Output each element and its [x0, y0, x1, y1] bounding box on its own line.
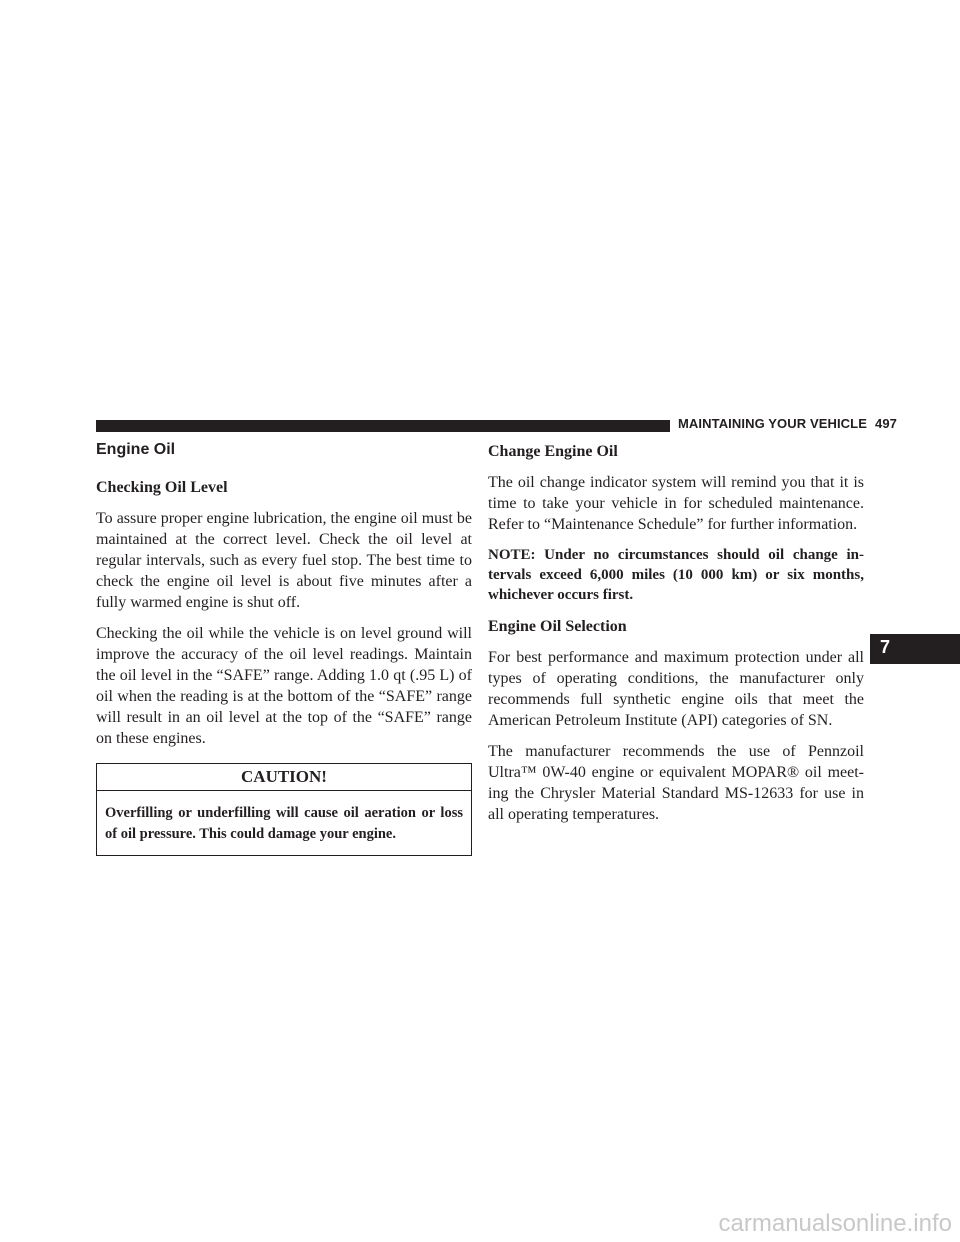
paragraph: The manufacturer recommends the use of Pennzoil Ultra™ 0W-40 engine or equivalent MOPAR® oil meet-ing the Chrysler Material Standard MS-12633 for use in all operating temperatures.: [488, 743, 864, 823]
subhead-checking-oil-level: Checking Oil Level: [96, 479, 228, 496]
paragraph: The oil change indicator system will remind you that it is time to take your vehicle in for scheduled maintenance. Refer to “Maintenance Schedule” for further information.: [488, 474, 864, 533]
section-title: Engine Oil: [96, 441, 176, 458]
header-rule: [96, 420, 670, 432]
right-column: [488, 440, 864, 835]
caution-box: [96, 763, 472, 856]
paragraph: To assure proper engine lubrication, the engine oil must be maintained at the correct level. Check the oil level at regular intervals, such as every fuel stop. The best time to check the engine oil level is about five minutes after a fully warmed engine is shut off.: [96, 510, 472, 611]
chapter-number: 7: [880, 637, 891, 657]
left-column: [96, 440, 472, 856]
paragraph: For best performance and maximum protection under all types of operating conditions, the manufacturer only recommends full synthetic engine oils that meet the American Petroleum Institute (API) categories of SN.: [488, 649, 864, 729]
paragraph: Checking the oil while the vehicle is on level ground will improve the accuracy of the oil level readings. Maintain the oil level in the “SAFE” range. Adding 1.0 qt (.95 L) of oil when the reading is at the bottom of the “SAFE” range will result in an oil level at the top of the “SAFE” range on these engines.: [96, 625, 472, 747]
caution-title: CAUTION!: [97, 764, 471, 791]
running-header: [678, 416, 897, 431]
watermark: carmanualsonline.info: [718, 1210, 952, 1237]
note: NOTE: Under no circumstances should oil change in-tervals exceed 6,000 miles (10 000 km) or six months, whichever occurs first.: [488, 547, 864, 603]
chapter-title: MAINTAINING YOUR VEHICLE: [678, 416, 867, 431]
page-number: 497: [874, 416, 897, 431]
subhead-change-engine-oil: Change Engine Oil: [488, 443, 618, 460]
caution-text: Overfilling or underfilling will cause oil aeration or loss of oil pressure. This could damage your engine.: [105, 805, 463, 842]
chapter-tab: [870, 634, 960, 664]
subhead-engine-oil-selection: Engine Oil Selection: [488, 618, 627, 635]
